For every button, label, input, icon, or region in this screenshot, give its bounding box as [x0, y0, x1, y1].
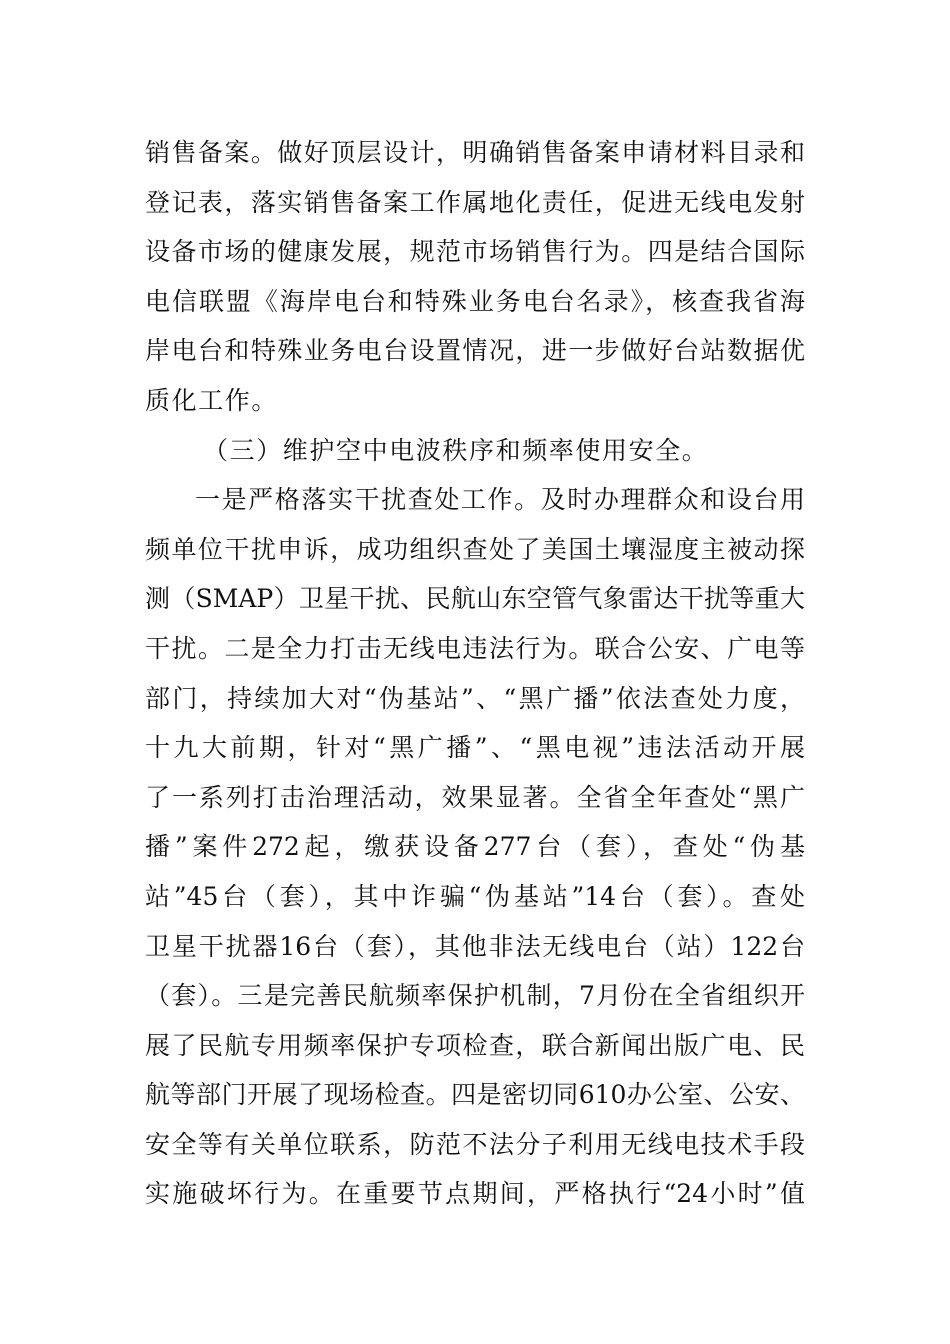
text-line: 卫星干扰器16台（套），其他非法无线电台（站）122台 [145, 931, 805, 961]
body-text [145, 128, 805, 1219]
section-heading: （三）维护空中电波秩序和频率使用安全。 [203, 435, 709, 465]
text-line: 测（SMAP）卫星干扰、民航山东空管气象雷达干扰等重大 [145, 584, 805, 614]
text-line: 设备市场的健康发展，规范市场销售行为。四是结合国际 [145, 237, 805, 267]
text-line: 部门，持续加大对“伪基站”、“黑广播”依法查处力度， [145, 683, 805, 713]
text-line: 干扰。二是全力打击无线电违法行为。联合公安、广电等 [145, 633, 805, 663]
text-line: 安全等有关单位联系，防范不法分子利用无线电技术手段 [145, 1129, 805, 1159]
text-line: 销售备案。做好顶层设计，明确销售备案申请材料目录和 [145, 138, 805, 167]
text-line: 展了民航专用频率保护专项检查，联合新闻出版广电、民 [145, 1030, 805, 1060]
text-line: 岸电台和特殊业务电台设置情况，进一步做好台站数据优 [145, 336, 805, 366]
text-line: 航等部门开展了现场检查。四是密切同610办公室、公安、 [145, 1080, 805, 1110]
text-line: 质化工作。 [145, 385, 279, 415]
text-line: 频单位干扰申诉，成功组织查处了美国土壤湿度主被动探 [145, 534, 805, 564]
text-line: 一是严格落实干扰查处工作。及时办理群众和设台用 [195, 485, 805, 515]
text-line: 十九大前期，针对“黑广播”、“黑电视”违法活动开展 [145, 733, 805, 763]
text-line: （套）。三是完善民航频率保护机制，7月份在全省组织开 [145, 981, 805, 1011]
text-line: 电信联盟《海岸电台和特殊业务电台名录》，核查我省海 [145, 286, 805, 316]
text-line: 站”45台（套），其中诈骗“伪基站”14台（套）。查处 [145, 881, 805, 911]
text-line: 了一系列打击治理活动，效果显著。全省全年查处“黑广 [145, 782, 805, 812]
text-line: 登记表，落实销售备案工作属地化责任，促进无线电发射 [145, 187, 805, 217]
text-line: 播”案件272起，缴获设备277台（套），查处“伪基 [145, 832, 805, 862]
text-line: 实施破坏行为。在重要节点期间，严格执行“24小时”值 [145, 1179, 806, 1209]
